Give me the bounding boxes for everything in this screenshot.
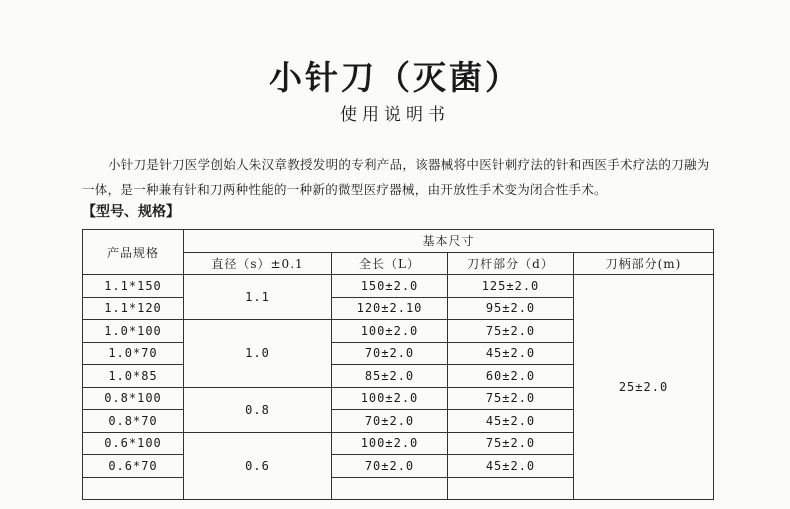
cell-length: 100±2.0: [332, 320, 448, 343]
header-handle: 刀柄部分(m): [574, 252, 714, 275]
header-basic-dimensions: 基本尺寸: [184, 230, 714, 253]
cell-spec: 1.0*100: [83, 320, 184, 343]
cell-spec: 0.6*70: [83, 455, 184, 478]
cell-shaft: 45±2.0: [448, 455, 574, 478]
cell-spec: 0.8*70: [83, 410, 184, 433]
cell-handle: 25±2.0: [574, 275, 714, 500]
cell-shaft: 95±2.0: [448, 297, 574, 320]
cell-empty: [332, 477, 448, 500]
cell-diameter: 1.1: [184, 275, 332, 320]
cell-length: 85±2.0: [332, 365, 448, 388]
intro-paragraph: 小针刀是针刀医学创始人朱汉章教授发明的专利产品，该器械将中医针刺疗法的针和西医手术疗法的刀融为一体，是一种兼有针和刀两种性能的一种新的微型医疗器械，由开放性手术变为闭合性手术。: [82, 157, 710, 197]
cell-shaft: 75±2.0: [448, 320, 574, 343]
header-spec: 产品规格: [83, 230, 184, 275]
header-length: 全长（L）: [332, 252, 448, 275]
section-heading: 【型号、规格】: [82, 204, 180, 220]
cell-spec: 1.1*150: [83, 275, 184, 298]
cell-length: 70±2.0: [332, 342, 448, 365]
cell-diameter: 0.8: [184, 387, 332, 432]
header-diameter: 直径（s）±0.1: [184, 252, 332, 275]
spec-table: [82, 229, 714, 500]
header-shaft: 刀杆部分（d）: [448, 252, 574, 275]
cell-length: 120±2.10: [332, 297, 448, 320]
cell-empty: [83, 477, 184, 500]
cell-spec: 1.1*120: [83, 297, 184, 320]
document-subtitle: 使用说明书: [340, 105, 450, 125]
cell-shaft: 60±2.0: [448, 365, 574, 388]
cell-shaft: 45±2.0: [448, 410, 574, 433]
cell-length: 100±2.0: [332, 387, 448, 410]
cell-length: 150±2.0: [332, 275, 448, 298]
cell-shaft: 125±2.0: [448, 275, 574, 298]
cell-spec: 0.8*100: [83, 387, 184, 410]
cell-empty: [448, 477, 574, 500]
spec-table-container: [82, 229, 714, 509]
table-row: [83, 275, 714, 298]
cell-length: 70±2.0: [332, 455, 448, 478]
cell-spec: 1.0*70: [83, 342, 184, 365]
cell-spec: 0.6*100: [83, 432, 184, 455]
cell-diameter: 0.6: [184, 432, 332, 500]
cell-shaft: 45±2.0: [448, 342, 574, 365]
header-row: [83, 230, 714, 253]
cell-spec: 1.0*85: [83, 365, 184, 388]
cell-shaft: 75±2.0: [448, 387, 574, 410]
cell-shaft: 75±2.0: [448, 432, 574, 455]
document-title: 小针刀（灭菌）: [269, 58, 521, 97]
cell-length: 100±2.0: [332, 432, 448, 455]
cell-length: 70±2.0: [332, 410, 448, 433]
cell-diameter: 1.0: [184, 320, 332, 388]
